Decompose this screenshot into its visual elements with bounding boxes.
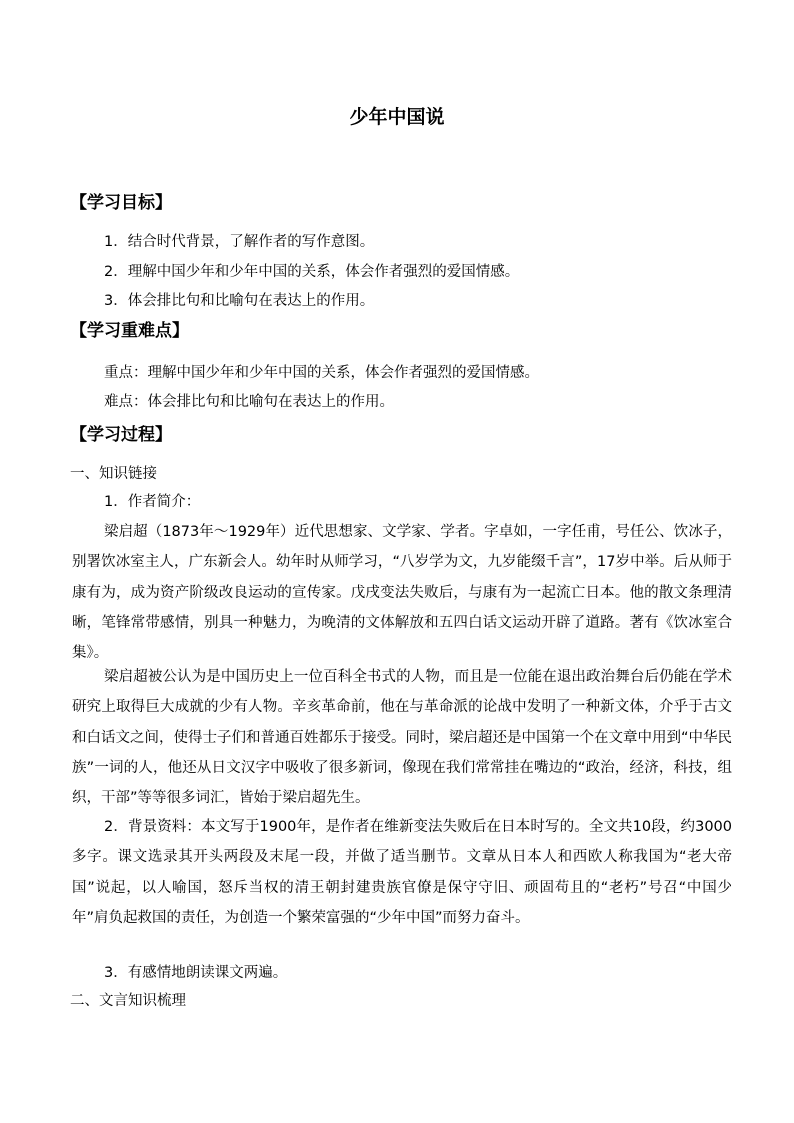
part2-title: 二、文言知识梳理 [70,993,186,1009]
heading-process: 【学习过程】 [70,425,172,445]
heading-key-points: 【学习重难点】 [70,321,189,341]
author-intro-title: 1．作者简介： [104,494,201,510]
page-title: 少年中国说 [349,106,445,128]
part1-title: 一、知识链接 [70,466,157,482]
goal-item-3: 3．体会排比句和比喻句在表达上的作用。 [104,293,375,309]
read-aloud-item: 3．有感情地朗读课文两遍。 [104,965,288,981]
background-paragraph: 2．背景资料：本文写于1900年，是作者在维新变法失败后在日本时写的。全文共10段，约3000多字。课文选录其开头两段及末尾一段，并做了适当删节。文章从日本人和西欧人称我国为“老大帝国”说起，以人喻国，怒斥当权的清王朝封建贵族官僚是保守守旧、顽固苟且的“老朽”号召“中国少年”肩负起救国的责任，为创造一个繁荣富强的“少年中国”而努力奋斗。 [72,819,732,926]
author-bio-paragraph: 梁启超（1873年～1929年）近代思想家、文学家、学者。字卓如，一字任甫，号任公、饮冰子，别署饮冰室主人，广东新会人。幼年时从师学习，“八岁学为文，九岁能缀千言”，17岁中举。后从师于康有为，成为资产阶级改良运动的宣传家。戊戌变法失败后，与康有为一起流亡日本。他的散文条理清晰，笔锋常带感情，别具一种魅力，为晚清的文体解放和五四白话文运动开辟了道路。著有《饮冰室合集》。 [72,524,732,662]
goal-item-1: 1．结合时代背景，了解作者的写作意图。 [104,234,375,250]
author-legacy-paragraph: 梁启超被公认为是中国历史上一位百科全书式的人物，而且是一位能在退出政治舞台后仍能在学术研究上取得巨大成就的少有人物。辛亥革命前，他在与革命派的论战中发明了一种新文体，介乎于古文和白话文之间，使得士子们和普通百姓都乐于接受。同时，梁启超还是中国第一个在文章中用到“中华民族”一词的人，他还从日文汉字中吸收了很多新词，像现在我们常常挂在嘴边的“政治，经济，科技，组织，干部”等等很多词汇，皆始于梁启超先生。 [72,669,733,807]
heading-goals: 【学习目标】 [70,193,172,213]
key-point-item-1: 重点：理解中国少年和少年中国的关系，体会作者强烈的爱国情感。 [104,365,539,381]
goal-item-2: 2．理解中国少年和少年中国的关系，体会作者强烈的爱国情感。 [104,264,520,280]
key-point-item-2: 难点：体会排比句和比喻句在表达上的作用。 [104,394,394,410]
